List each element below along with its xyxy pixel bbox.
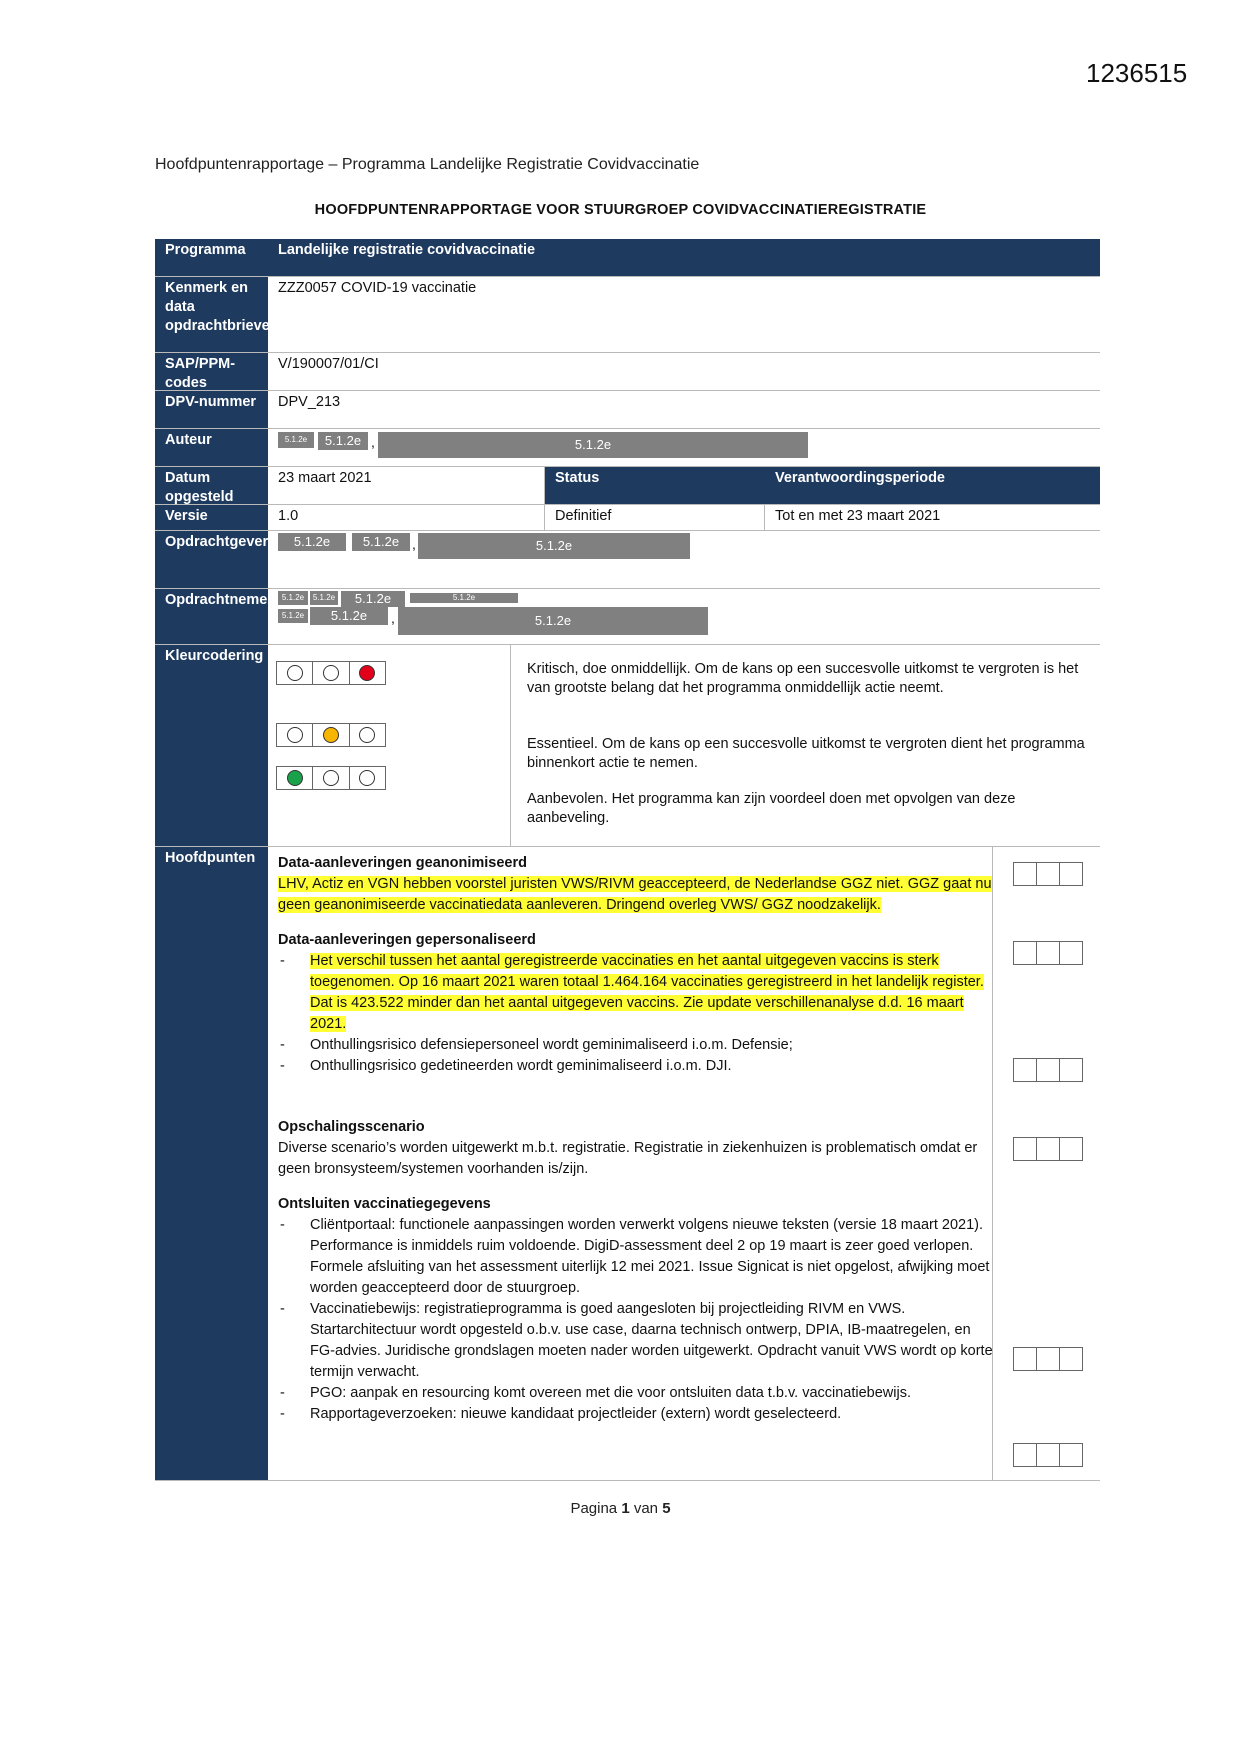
status-indicator xyxy=(1013,1137,1083,1161)
page-title: HOOFDPUNTENRAPPORTAGE VOOR STUURGROEP COVIDVACCINATIEREGISTRATIE xyxy=(314,202,927,218)
status-indicator xyxy=(1013,1347,1083,1371)
row-dpv xyxy=(155,391,1100,429)
value-dpv: DPV_213 xyxy=(278,394,341,410)
row-datum xyxy=(155,467,1100,505)
row-sap xyxy=(155,353,1100,391)
label-versie: Versie xyxy=(155,505,268,530)
value-datum: 23 maart 2021 xyxy=(268,467,545,504)
section-title: Data-aanleveringen gepersonaliseerd xyxy=(278,932,536,948)
label-opdrachtgever: Opdrachtgever xyxy=(155,531,268,588)
legend-aanbevolen: Aanbevolen. Het programma kan zijn voordeel doen met opvolgen van deze aanbeveling. xyxy=(527,791,1016,826)
label-opdrachtnemer: Opdrachtnemer xyxy=(155,589,268,644)
running-header: Hoofdpuntenrapportage – Programma Landelijke Registratie Covidvaccinatie xyxy=(155,156,700,173)
green-circle-icon xyxy=(277,767,313,789)
row-opdrachtnemer xyxy=(155,589,1100,645)
redaction-block: 5.1.2e xyxy=(310,607,388,625)
value-opdrachtgever: 5.1.2e 5.1.2e , 5.1.2e xyxy=(268,531,1100,588)
list-item: - Onthullingsrisico gedetineerden wordt geminimaliseerd i.o.m. DJI. xyxy=(278,1056,998,1077)
label-status: Status xyxy=(545,467,765,504)
section-title: Data-aanleveringen geanonimiseerd xyxy=(278,855,527,871)
column-divider xyxy=(510,645,511,846)
status-indicator xyxy=(1013,862,1083,886)
legend-essentieel: Essentieel. Om de kans op een succesvolle uitkomst te vergroten dient het programma binnenkort actie te nemen. xyxy=(527,736,1085,771)
row-programma xyxy=(155,239,1100,277)
label-sap: SAP/PPM-codes xyxy=(155,353,268,390)
row-opdrachtgever xyxy=(155,531,1100,589)
label-kenmerk: Kenmerk en data opdrachtbrieven xyxy=(155,277,268,352)
redaction-block: 5.1.2e xyxy=(352,533,410,551)
redaction-block: 5.1.2e xyxy=(398,607,708,635)
footer-middle: van xyxy=(633,1500,659,1517)
traffic-light-amber xyxy=(276,723,386,747)
section-title: Ontsluiten vaccinatiegegevens xyxy=(278,1196,491,1212)
redaction-block: 5.1.2e xyxy=(418,533,690,559)
status-indicator xyxy=(1013,1058,1083,1082)
redaction-block: 5.1.2e xyxy=(278,591,308,605)
redaction-block: 5.1.2e xyxy=(378,432,808,458)
label-verantwoordingsperiode: Verantwoordingsperiode xyxy=(765,467,1100,504)
value-verantwoordingsperiode: Tot en met 23 maart 2021 xyxy=(775,508,941,524)
circle-icon xyxy=(313,662,349,684)
value-programma: Landelijke registratie covidvaccinatie xyxy=(268,239,1100,276)
redaction-block: 5.1.2e xyxy=(341,591,405,607)
traffic-light-green xyxy=(276,766,386,790)
document-number: 1236515 xyxy=(1086,58,1188,88)
redaction-block: 5.1.2e xyxy=(278,609,308,623)
label-dpv: DPV-nummer xyxy=(155,391,268,428)
list-item: - Cliëntportaal: functionele aanpassingen worden verwerkt volgens nieuwe teksten (versie 18 maart 2021). Performance is inmiddels ruim voldoende. DigiD-assessment deel 2 op 19 maart is zeer goed verlopen. Formele afsluiting van het assessment uiterlijk 12 mei 2021. Issue Signicat is niet opgelost, afwijking moet worden geaccepteerd door de stuurgroep. xyxy=(278,1215,998,1299)
row-versie xyxy=(155,505,1100,531)
highlighted-text: Het verschil tussen het aantal geregistreerde vaccinaties en het aantal uitgegeven vaccins is sterk toegenomen. Op 16 maart 2021 waren totaal 1.464.164 vaccinaties geregistreerd in het landelijk register. Dat is 423.522 minder dan het aantal uitgegeven vaccins. Zie update verschillenanalyse d.d. 16 maart 2021. xyxy=(310,953,984,1032)
row-kenmerk xyxy=(155,277,1100,353)
circle-icon xyxy=(350,724,385,746)
value-opdrachtnemer: 5.1.2e 5.1.2e 5.1.2e 5.1.2e 5.1.2e 5.1.2e , 5.1.2e xyxy=(268,589,1100,644)
footer-page: 1 xyxy=(621,1500,630,1517)
list-item: - Onthullingsrisico defensiepersoneel wordt geminimaliseerd i.o.m. Defensie; xyxy=(278,1035,998,1056)
label-hoofdpunten: Hoofdpunten xyxy=(155,847,268,1480)
circle-icon xyxy=(277,662,313,684)
redaction-block: 5.1.2e xyxy=(410,593,518,603)
value-kenmerk: ZZZ0057 COVID-19 vaccinatie xyxy=(278,280,477,296)
amber-circle-icon xyxy=(313,724,349,746)
highlighted-text: LHV, Actiz en VGN hebben voorstel juristen VWS/RIVM geaccepteerd, de Nederlandse GGZ niet. GGZ gaat nu geen geanonimiseerde vaccinatiedata aanleveren. Dringend overleg VWS/ GGZ noodzakelijk. xyxy=(278,876,992,913)
footer-total: 5 xyxy=(662,1500,671,1517)
redaction-block: 5.1.2e xyxy=(318,432,368,450)
legend-kritisch: Kritisch, doe onmiddellijk. Om de kans op een succesvolle uitkomst te vergroten is het van grootste belang dat het programma onmiddellijk actie neemt. xyxy=(527,661,1079,696)
status-indicator xyxy=(1013,941,1083,965)
list-item: - Rapportageverzoeken: nieuwe kandidaat projectleider (extern) wordt geselecteerd. xyxy=(278,1404,998,1425)
list-item: - Vaccinatiebewijs: registratieprogramma is goed aangesloten bij projectleiding RIVM en VWS. Startarchitectuur wordt opgesteld o.b.v. use case, daarna technisch ontwerp, DPIA, IB-maatregelen, en FG-advies. Juridische grondslagen moeten nader worden uitgewerkt. Opdracht vanuit VWS wordt op korte termijn verwacht. xyxy=(278,1299,998,1383)
label-datum: Datum opgesteld xyxy=(155,467,268,504)
section-list xyxy=(278,951,998,1077)
list-item: - PGO: aanpak en resourcing komt overeen met die voor ontsluiten data t.b.v. vaccinatiebewijs. xyxy=(278,1383,998,1404)
list-item xyxy=(278,951,998,1035)
traffic-light-red xyxy=(276,661,386,685)
section-text: Diverse scenario’s worden uitgewerkt m.b.t. registratie. Registratie in ziekenhuizen is problematisch omdat er geen bronsysteem/systemen voorhanden is/zijn. xyxy=(278,1140,978,1177)
page-footer xyxy=(0,1500,1241,1517)
value-versie: 1.0 xyxy=(268,505,545,530)
section-title: Opschalingsscenario xyxy=(278,1119,425,1135)
label-programma: Programma xyxy=(155,239,268,276)
red-circle-icon xyxy=(350,662,385,684)
section-text xyxy=(278,874,998,916)
value-auteur: 5.1.2e 5.1.2e , 5.1.2e xyxy=(268,429,1100,466)
circle-icon xyxy=(350,767,385,789)
status-indicator xyxy=(1013,1443,1083,1467)
value-sap: V/190007/01/CI xyxy=(278,356,379,372)
row-auteur xyxy=(155,429,1100,467)
label-kleurcodering: Kleurcodering xyxy=(155,645,268,846)
value-status: Definitief xyxy=(545,505,765,530)
section-list xyxy=(278,1215,998,1425)
label-auteur: Auteur xyxy=(155,429,268,466)
redaction-block: 5.1.2e xyxy=(310,591,338,605)
redaction-block: 5.1.2e xyxy=(278,533,346,551)
circle-icon xyxy=(277,724,313,746)
circle-icon xyxy=(313,767,349,789)
hoofdpunten-content xyxy=(278,853,998,1425)
redaction-block: 5.1.2e xyxy=(278,432,314,448)
footer-prefix: Pagina xyxy=(570,1500,618,1517)
